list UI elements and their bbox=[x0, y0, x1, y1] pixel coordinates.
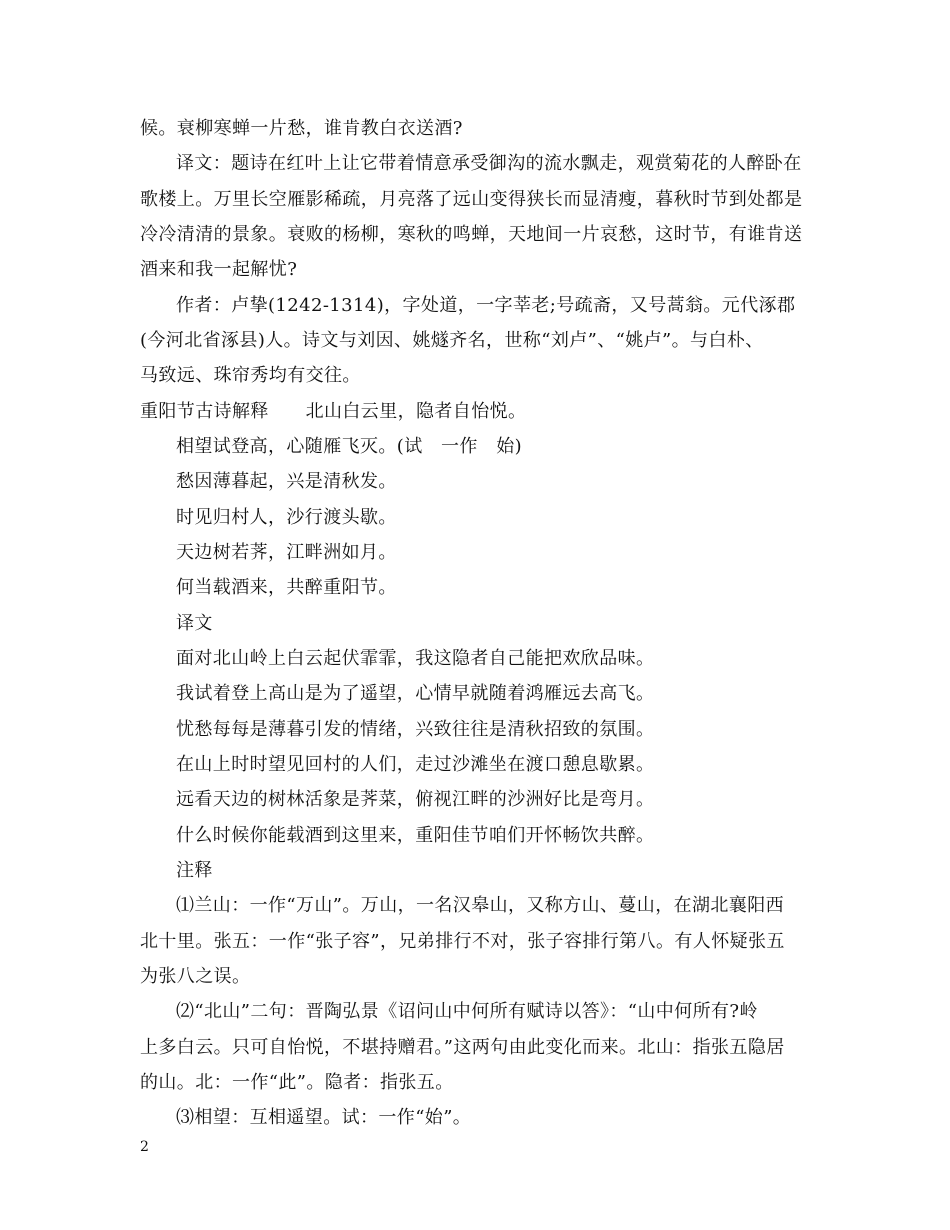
text-line: 译文：题诗在红叶上让它带着情意承受御沟的流水飘走，观赏菊花的人醉卧在 bbox=[176, 153, 802, 174]
text-line: 重阳节古诗解释 北山白云里，隐者自怡悦。 bbox=[140, 401, 527, 422]
text-line: 酒来和我一起解忧? bbox=[140, 259, 298, 280]
text-line: 愁因薄暮起，兴是清秋发。 bbox=[176, 471, 397, 492]
text-line: 天边树若荠，江畔洲如月。 bbox=[176, 542, 397, 563]
text-line: 远看天边的树林活象是荠菜，俯视江畔的沙洲好比是弯月。 bbox=[176, 789, 655, 810]
text-line: 马致远、珠帘秀均有交往。 bbox=[140, 365, 361, 386]
section-heading: 译文 bbox=[176, 613, 213, 634]
text-line: 冷冷清清的景象。衰败的杨柳，寒秋的鸣蝉，天地间一片哀愁，这时节，有谁肯送 bbox=[140, 224, 803, 245]
text-line: 的山。北：一作“此”。隐者：指张五。 bbox=[140, 1072, 454, 1093]
text-line: ⑴兰山：一作“万山”。万山，一名汉皋山，又称方山、蔓山，在湖北襄阳西 bbox=[176, 895, 785, 916]
page-number: 2 bbox=[140, 1139, 149, 1155]
section-heading: 注释 bbox=[176, 860, 213, 881]
text-line: ⑶相望：互相遥望。试：一作“始”。 bbox=[176, 1107, 472, 1128]
text-line: 作者：卢挚(1242-1314)，字处道，一字莘老;号疏斋，又号蒿翁。元代涿郡 bbox=[176, 295, 796, 316]
text-line: 上多白云。只可自怡悦，不堪持赠君。”这两句由此变化而来。北山：指张五隐居 bbox=[140, 1037, 785, 1058]
text-line: 我试着登上高山是为了遥望，心情早就随着鸿雁远去高飞。 bbox=[176, 683, 655, 704]
text-line: 在山上时时望见回村的人们，走过沙滩坐在渡口憩息歇累。 bbox=[176, 754, 655, 775]
text-line: 面对北山岭上白云起伏霏霏，我这隐者自己能把欢欣品味。 bbox=[176, 648, 655, 669]
text-line: 北十里。张五：一作“张子容”，兄弟排行不对，张子容排行第八。有人怀疑张五 bbox=[140, 931, 785, 952]
text-line: 候。衰柳寒蝉一片愁，谁肯教白衣送酒? bbox=[140, 118, 463, 139]
text-line: ⑵“北山”二句：晋陶弘景《诏问山中何所有赋诗以答》：“山中何所有?岭 bbox=[176, 1001, 758, 1022]
text-line: 忧愁每每是薄暮引发的情绪，兴致往往是清秋招致的氛围。 bbox=[176, 719, 655, 740]
text-line: 什么时候你能载酒到这里来，重阳佳节咱们开怀畅饮共醉。 bbox=[176, 825, 655, 846]
text-line: 为张八之误。 bbox=[140, 966, 251, 987]
text-line: 歌楼上。万里长空雁影稀疏，月亮落了远山变得狭长而显清瘦，暮秋时节到处都是 bbox=[140, 189, 803, 210]
text-line: 时见归村人，沙行渡头歇。 bbox=[176, 507, 397, 528]
text-line: (今河北省涿县)人。诗文与刘因、姚燧齐名，世称“刘卢”、“姚卢”。与白朴、 bbox=[140, 330, 764, 351]
text-line: 何当载酒来，共醉重阳节。 bbox=[176, 577, 397, 598]
text-line: 相望试登高，心随雁飞灭。(试 一作 始) bbox=[176, 436, 523, 457]
